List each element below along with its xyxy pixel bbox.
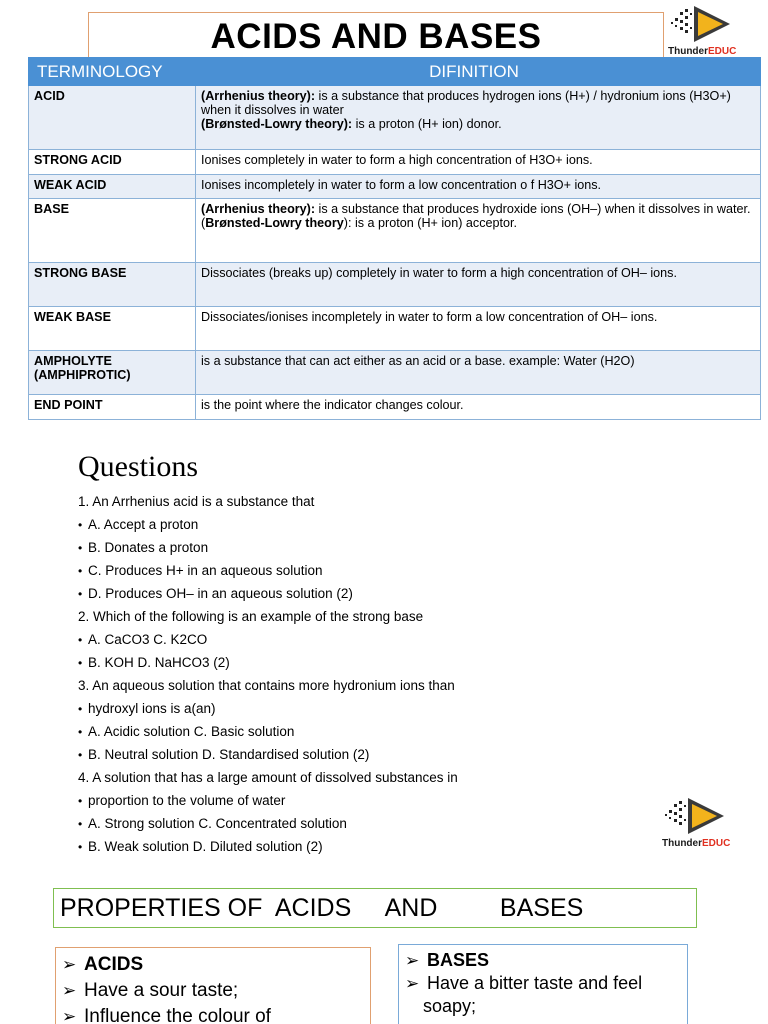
thundereduc-logo-secondary bbox=[662, 796, 730, 850]
question-option: • C. Produces H+ in an aqueous solution bbox=[78, 559, 678, 582]
bases-property: ➢ Have a bitter taste and feel bbox=[405, 973, 643, 993]
question-option: • A. Accept a proton bbox=[78, 513, 678, 536]
question-stem: 1. An Arrhenius acid is a substance that bbox=[78, 494, 315, 509]
thundereduc-logo bbox=[668, 4, 736, 58]
arrow-bullet-icon: ➢ bbox=[62, 981, 77, 1000]
definition-cell: (Arrhenius theory): is a substance that produces hydroxide ions (OH–) when it dissolves in water. (Brønsted-Lowry theory): is a proton (H+ ion) acceptor. bbox=[196, 199, 761, 263]
definition-cell: is the point where the indicator changes colour. bbox=[196, 395, 761, 420]
definition-cell: (Arrhenius theory): is a substance that produces hydrogen ions (H+) / hydronium ions (H3O+) when it dissolves in water (Brønsted-Lowry theory): is a proton (H+ ion) donor. bbox=[196, 86, 761, 150]
arrow-bullet-icon: ➢ bbox=[62, 955, 77, 974]
bullet-dot-icon: • bbox=[78, 725, 83, 739]
play-logo-icon bbox=[662, 796, 722, 838]
arrow-bullet-icon: ➢ bbox=[62, 1007, 77, 1024]
bullet-dot-icon: • bbox=[78, 702, 83, 716]
questions-heading: Questions bbox=[78, 450, 198, 483]
definition-header: DIFINITION bbox=[196, 58, 761, 86]
question-option: • B. KOH D. NaHCO3 (2) bbox=[78, 651, 678, 674]
definition-cell: is a substance that can act either as an acid or a base. example: Water (H2O) bbox=[196, 351, 761, 395]
term-cell: WEAK BASE bbox=[29, 307, 196, 351]
bases-title: ➢ BASES bbox=[405, 950, 490, 970]
table-row bbox=[29, 86, 761, 150]
definition-cell: Dissociates/ionises incompletely in water to form a low concentration of OH– ions. bbox=[196, 307, 761, 351]
question-option: • B. Weak solution D. Diluted solution (2) bbox=[78, 835, 678, 858]
play-logo-icon bbox=[668, 4, 728, 46]
bullet-dot-icon: • bbox=[78, 633, 83, 647]
definition-cell: Ionises incompletely in water to form a low concentration o f H3O+ ions. bbox=[196, 175, 761, 199]
bullet-dot-icon: • bbox=[78, 748, 83, 762]
term-cell: END POINT bbox=[29, 395, 196, 420]
bullet-dot-icon: • bbox=[78, 587, 83, 601]
bullet-dot-icon: • bbox=[78, 794, 83, 808]
term-cell: WEAK ACID bbox=[29, 175, 196, 199]
bullet-dot-icon: • bbox=[78, 840, 83, 854]
bullet-dot-icon: • bbox=[78, 817, 83, 831]
term-cell: STRONG BASE bbox=[29, 263, 196, 307]
arrow-bullet-icon: ➢ bbox=[405, 974, 420, 993]
logo-wordmark: ThunderEDUC bbox=[662, 838, 731, 849]
question-option: • hydroxyl ions is a(an) bbox=[78, 697, 678, 720]
question-option: • A. Strong solution C. Concentrated solution bbox=[78, 812, 678, 835]
table-row bbox=[29, 175, 761, 199]
table-row bbox=[29, 307, 761, 351]
table-row bbox=[29, 199, 761, 263]
definition-cell: Dissociates (breaks up) completely in water to form a high concentration of OH– ions. bbox=[196, 263, 761, 307]
term-cell: AMPHOLYTE (AMPHIPROTIC) bbox=[29, 351, 196, 395]
acids-title: ➢ ACIDS bbox=[62, 952, 364, 978]
question-option: • B. Neutral solution D. Standardised solution (2) bbox=[78, 743, 678, 766]
table-row bbox=[29, 395, 761, 420]
table-row bbox=[29, 351, 761, 395]
question-option: • proportion to the volume of water bbox=[78, 789, 678, 812]
bullet-dot-icon: • bbox=[78, 541, 83, 555]
term-cell: BASE bbox=[29, 199, 196, 263]
page-title: ACIDS AND BASES bbox=[210, 17, 542, 56]
bases-property-continued: soapy; bbox=[423, 996, 477, 1016]
bullet-dot-icon: • bbox=[78, 518, 83, 532]
bullet-dot-icon: • bbox=[78, 656, 83, 670]
question-option: • B. Donates a proton bbox=[78, 536, 678, 559]
arrow-bullet-icon: ➢ bbox=[405, 951, 420, 970]
bullet-dot-icon: • bbox=[78, 564, 83, 578]
questions-list bbox=[78, 490, 678, 858]
term-cell: STRONG ACID bbox=[29, 150, 196, 175]
question-option: • D. Produces OH– in an aqueous solution (2) bbox=[78, 582, 678, 605]
acids-property: ➢ Have a sour taste; bbox=[62, 978, 364, 1004]
acids-property: ➢ Influence the colour of bbox=[62, 1004, 364, 1024]
question-option: • A. Acidic solution C. Basic solution bbox=[78, 720, 678, 743]
question-option: • A. CaCO3 C. K2CO bbox=[78, 628, 678, 651]
table-row bbox=[29, 150, 761, 175]
table-row bbox=[29, 263, 761, 307]
bases-box bbox=[398, 944, 688, 1024]
question-stem: 3. An aqueous solution that contains more hydronium ions than bbox=[78, 678, 455, 693]
terminology-table bbox=[28, 57, 761, 420]
terminology-header: TERMINOLOGY bbox=[29, 58, 196, 86]
properties-heading: PROPERTIES OF ACIDS AND BASES bbox=[53, 888, 697, 928]
question-stem: 2. Which of the following is an example of the strong base bbox=[78, 609, 424, 624]
logo-wordmark: ThunderEDUC bbox=[668, 46, 737, 57]
question-stem: 4. A solution that has a large amount of dissolved substances in bbox=[78, 770, 458, 785]
acids-box bbox=[55, 947, 371, 1024]
term-cell: ACID bbox=[29, 86, 196, 150]
definition-cell: Ionises completely in water to form a high concentration of H3O+ ions. bbox=[196, 150, 761, 175]
